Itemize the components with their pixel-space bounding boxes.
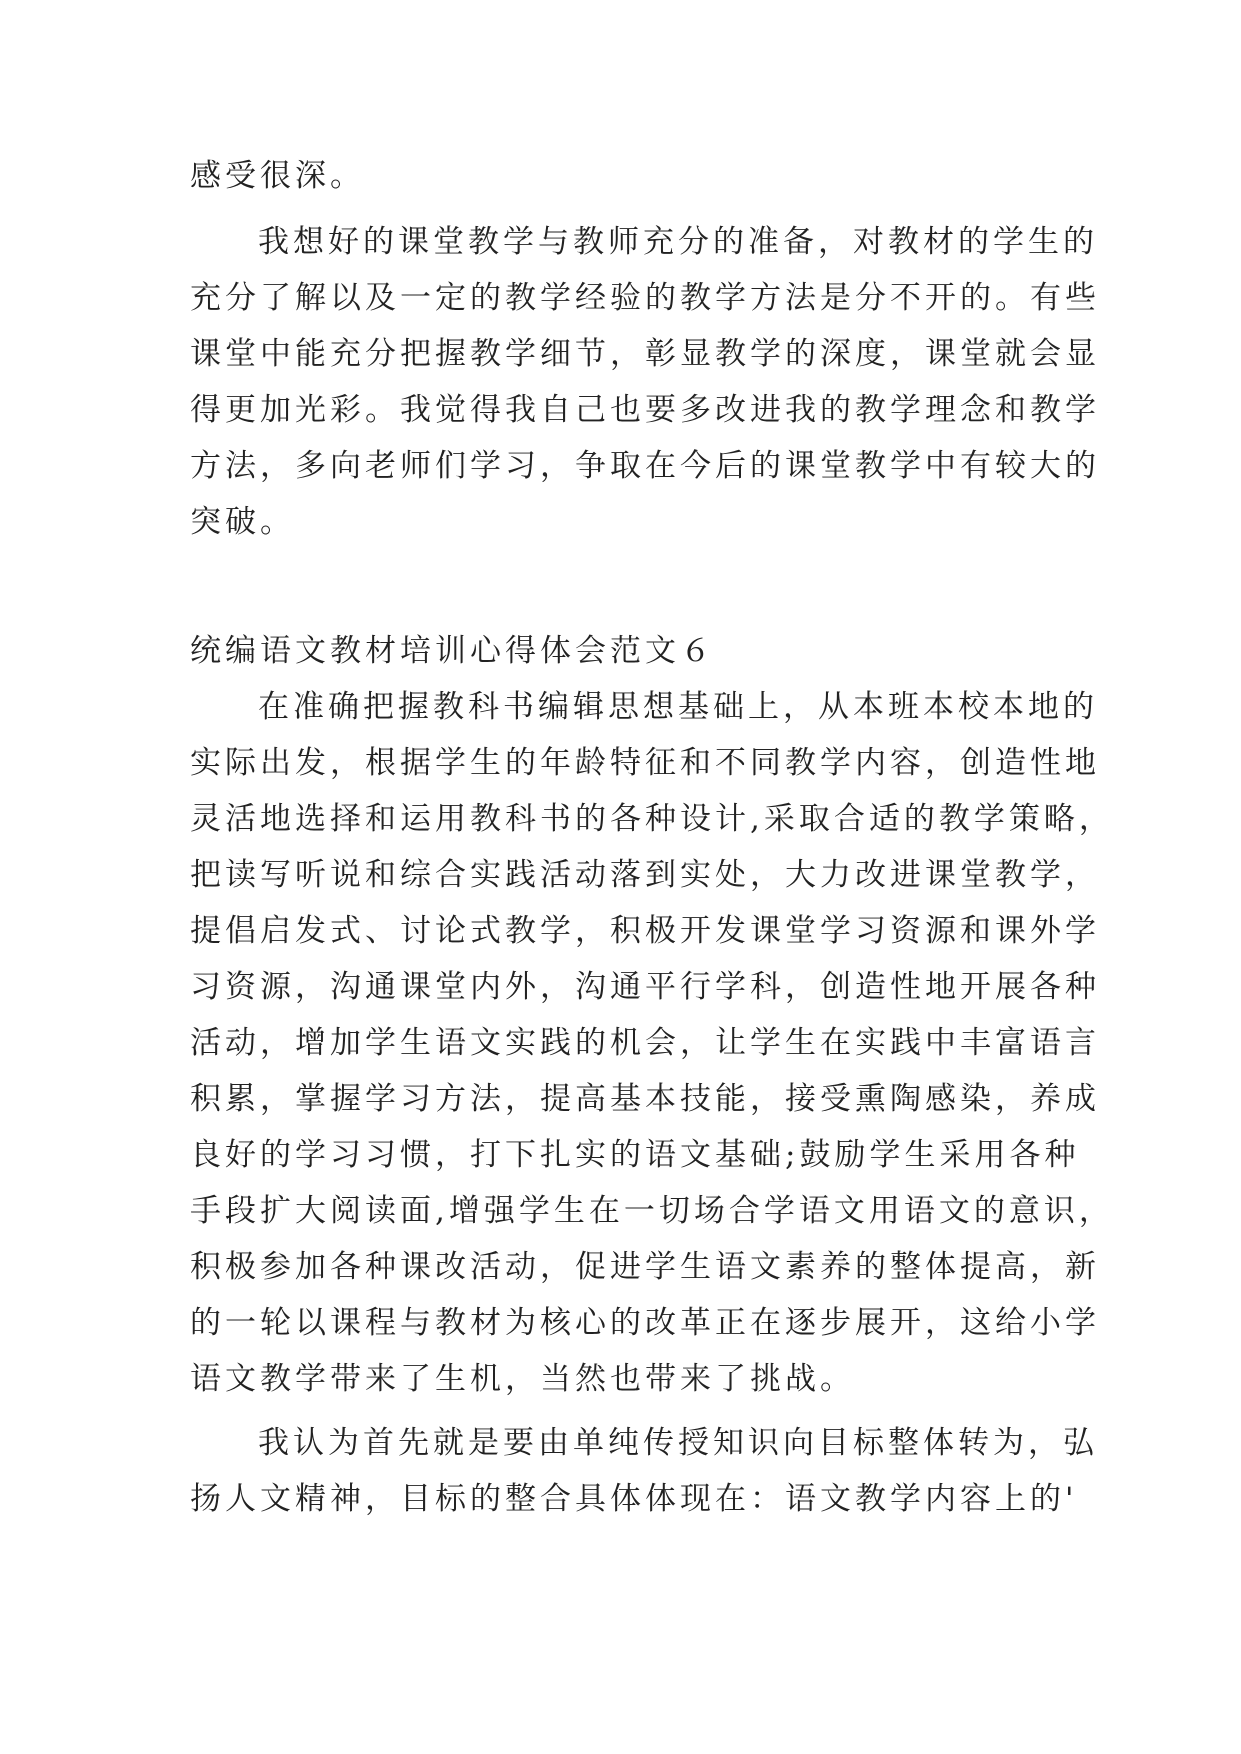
- paragraph-line: 手段扩大阅读面,增强学生在一切场合学语文用语文的意识，: [190, 1193, 1114, 1229]
- paragraph-line: 在准确把握教科书编辑思想基础上，从本班本校本地的: [258, 689, 1098, 725]
- paragraph-line: 得更加光彩。我觉得我自己也要多改进我的教学理念和教学: [190, 392, 1100, 428]
- paragraph-line: 的一轮以课程与教材为核心的改革正在逐步展开，这给小学: [190, 1305, 1100, 1341]
- paragraph-line: 我想好的课堂教学与教师充分的准备，对教材的学生的: [258, 224, 1098, 260]
- paragraph-line: 习资源，沟通课堂内外，沟通平行学科，创造性地开展各种: [190, 969, 1100, 1005]
- paragraph-line: 突破。: [190, 504, 295, 540]
- paragraph-line: 我认为首先就是要由单纯传授知识向目标整体转为，弘: [258, 1425, 1098, 1461]
- paragraph-line: 方法，多向老师们学习，争取在今后的课堂教学中有较大的: [190, 448, 1100, 484]
- paragraph-line: 积极参加各种课改活动，促进学生语文素养的整体提高，新: [190, 1249, 1100, 1285]
- paragraph-line: 感受很深。: [190, 158, 365, 194]
- paragraph-line: 把读写听说和综合实践活动落到实处，大力改进课堂教学，: [190, 857, 1100, 893]
- paragraph-line: 语文教学带来了生机，当然也带来了挑战。: [190, 1361, 855, 1397]
- paragraph-line: 课堂中能充分把握教学细节，彰显教学的深度，课堂就会显: [190, 336, 1100, 372]
- paragraph-line: 提倡启发式、讨论式教学，积极开发课堂学习资源和课外学: [190, 913, 1100, 949]
- paragraph-line: 良好的学习习惯，打下扎实的语文基础;鼓励学生采用各种: [190, 1137, 1080, 1173]
- paragraph-line: 活动，增加学生语文实践的机会，让学生在实践中丰富语言: [190, 1025, 1100, 1061]
- section-heading: 统编语文教材培训心得体会范文６: [190, 633, 715, 669]
- paragraph-line: 充分了解以及一定的教学经验的教学方法是分不开的。有些: [190, 280, 1100, 316]
- paragraph-line: 灵活地选择和运用教科书的各种设计,采取合适的教学策略，: [190, 801, 1114, 837]
- paragraph-line: 积累，掌握学习方法，提高基本技能，接受熏陶感染，养成: [190, 1081, 1100, 1117]
- paragraph-line: 扬人文精神，目标的整合具体体现在：语文教学内容上的': [190, 1481, 1078, 1517]
- paragraph-line: 实际出发，根据学生的年龄特征和不同教学内容，创造性地: [190, 745, 1100, 781]
